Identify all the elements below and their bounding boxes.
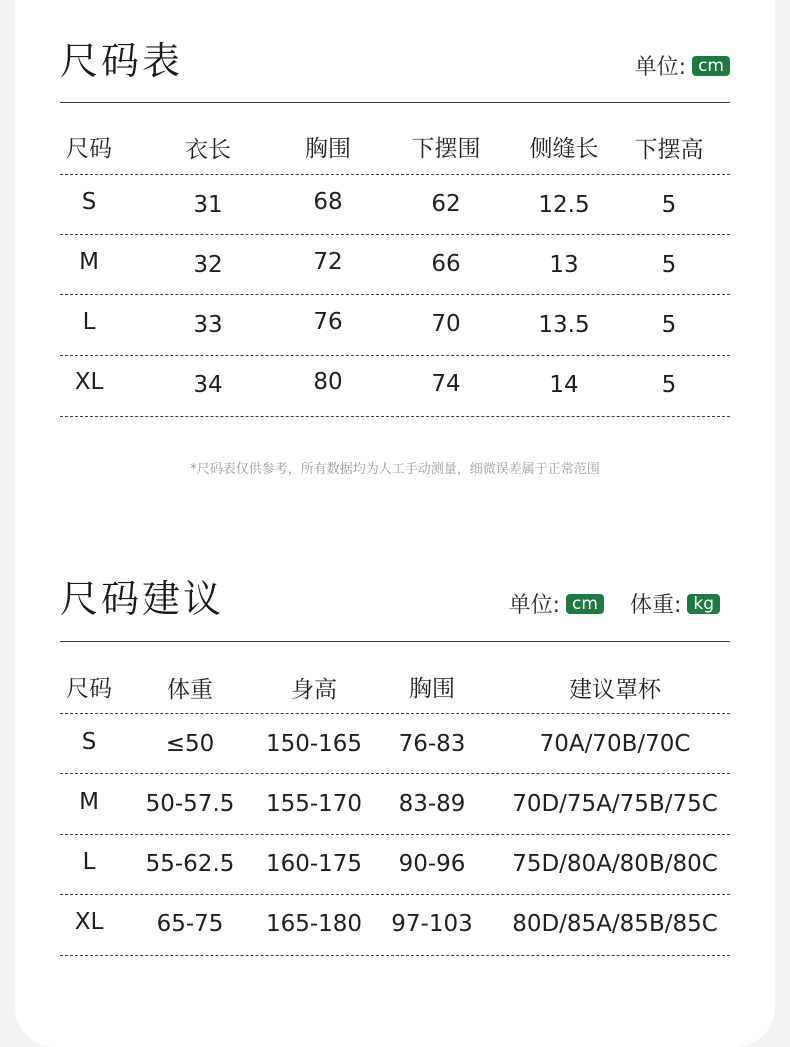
- cell-chest: 72: [313, 249, 343, 275]
- cell-length: 34: [193, 372, 223, 398]
- cell-chest: 97-103: [391, 911, 473, 937]
- cell-cup: 70A/70B/70C: [539, 731, 691, 757]
- size-table-unit: [635, 50, 730, 81]
- size-advice-top-rule: [60, 641, 730, 642]
- header-weight: 体重: [167, 677, 213, 703]
- unit-badge: cm: [692, 56, 730, 76]
- measurement-note: *尺码表仅供参考，所有数据均为人工手动测量，细微误差属于正常范围: [190, 462, 600, 477]
- cell-hem-circ: 70: [431, 311, 461, 337]
- header-size: 尺码: [66, 676, 112, 702]
- cell-hem-height: 5: [661, 192, 677, 218]
- row-divider: [60, 834, 730, 835]
- cell-size: L: [82, 309, 96, 335]
- cell-chest: 80: [313, 369, 343, 395]
- cell-height: 165-180: [265, 911, 363, 937]
- cell-size: M: [79, 789, 99, 815]
- row-divider: [60, 894, 730, 895]
- header-size: 尺码: [66, 136, 112, 162]
- cell-chest: 68: [313, 189, 343, 215]
- cell-hem-circ: 62: [431, 191, 461, 217]
- row-divider: [60, 294, 730, 295]
- header-hem-circ: 下摆围: [411, 136, 481, 162]
- cell-hem-circ: 66: [431, 251, 461, 277]
- header-length: 衣长: [185, 137, 231, 163]
- cell-weight: 65-75: [156, 911, 224, 937]
- cell-size: L: [82, 849, 96, 875]
- unit-badge: cm: [566, 594, 604, 614]
- cell-size: S: [81, 189, 97, 215]
- cell-weight: 50-57.5: [145, 791, 235, 817]
- size-advice-title: 尺码建议: [60, 577, 225, 621]
- row-divider: [60, 713, 730, 714]
- unit-label: 单位:: [508, 593, 561, 618]
- cell-hem-circ: 74: [431, 371, 461, 397]
- cell-hem-height: 5: [661, 252, 677, 278]
- cell-chest: 76: [313, 309, 343, 335]
- unit-label: 单位:: [634, 55, 687, 80]
- cell-size: M: [79, 249, 99, 275]
- cell-hem-height: 5: [661, 372, 677, 398]
- cell-hem-height: 5: [661, 312, 677, 338]
- cell-side-seam: 14: [549, 372, 579, 398]
- cell-chest: 90-96: [398, 851, 466, 877]
- cell-size: XL: [74, 369, 104, 395]
- size-table-title: 尺码表: [60, 39, 184, 83]
- cell-side-seam: 13: [549, 252, 579, 278]
- cell-length: 31: [193, 192, 223, 218]
- size-advice-units: [509, 588, 720, 619]
- header-cup: 建议罩杯: [569, 677, 661, 703]
- cell-size: XL: [74, 909, 104, 935]
- header-side-seam: 侧缝长: [529, 136, 599, 162]
- cell-height: 160-175: [265, 851, 363, 877]
- cell-cup: 75D/80A/80B/80C: [512, 851, 718, 877]
- cell-side-seam: 12.5: [538, 192, 590, 218]
- header-hem-height: 下摆高: [634, 137, 704, 163]
- cell-cup: 70D/75A/75B/75C: [512, 791, 718, 817]
- cell-length: 32: [193, 252, 223, 278]
- row-divider: [60, 234, 730, 235]
- cell-height: 150-165: [265, 731, 363, 757]
- cell-chest: 83-89: [398, 791, 466, 817]
- cell-chest: 76-83: [398, 731, 466, 757]
- row-divider: [60, 174, 730, 175]
- cell-side-seam: 13.5: [538, 312, 590, 338]
- cell-size: S: [81, 729, 97, 755]
- size-table-top-rule: [60, 102, 730, 103]
- header-chest: 胸围: [305, 136, 351, 162]
- row-divider: [60, 416, 730, 417]
- header-chest: 胸围: [409, 676, 455, 702]
- weight-label: 体重:: [629, 593, 682, 618]
- row-divider: [60, 355, 730, 356]
- cell-weight: ≤50: [165, 731, 215, 757]
- cell-height: 155-170: [265, 791, 363, 817]
- cell-weight: 55-62.5: [145, 851, 235, 877]
- weight-badge: kg: [687, 594, 720, 614]
- cell-length: 33: [193, 312, 223, 338]
- row-divider: [60, 955, 730, 956]
- row-divider: [60, 773, 730, 774]
- cell-cup: 80D/85A/85B/85C: [512, 911, 718, 937]
- header-height: 身高: [291, 677, 337, 703]
